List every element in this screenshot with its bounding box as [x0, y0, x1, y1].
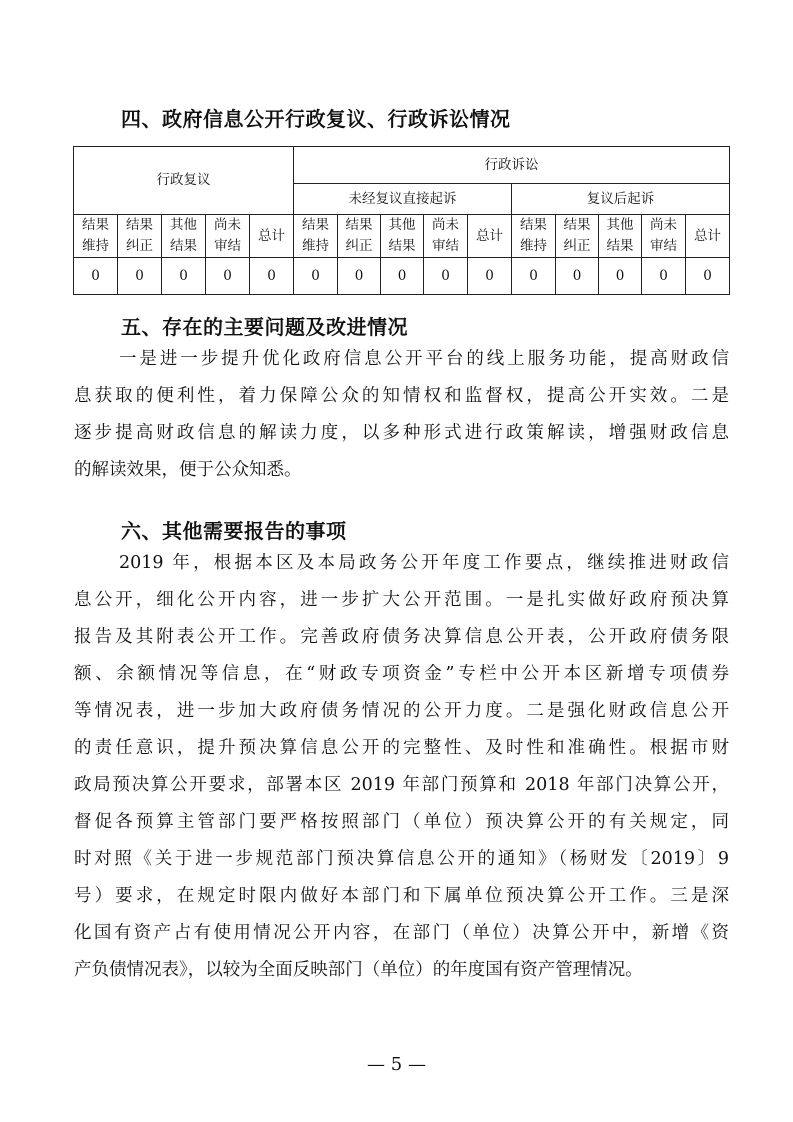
- table-value-cell: 0: [338, 258, 381, 295]
- review-litigation-table: [73, 146, 730, 295]
- paragraph-line: 产负债情况表》，以较为全面反映部门（单位）的年度国有资产管理情况。: [74, 960, 643, 980]
- table-value-cell: 0: [118, 258, 162, 295]
- table-value-cell: 0: [512, 258, 556, 295]
- table-value-cell: 0: [424, 258, 468, 295]
- column-header: 其他 结果: [162, 215, 206, 258]
- group-header-litigation: 行政诉讼: [294, 147, 730, 184]
- table-value-cell: 0: [468, 258, 512, 295]
- table-value-cell: 0: [556, 258, 599, 295]
- table-value-cell: 0: [599, 258, 642, 295]
- section-4-heading: 四、政府信息公开行政复议、行政诉讼情况: [121, 107, 511, 131]
- table-value-cell: 0: [206, 258, 250, 295]
- paragraph-line: 2019 年，根据本区及本局政务公开年度工作要点，继续推进财政信: [119, 553, 729, 573]
- section-5-heading: 五、存在的主要问题及改进情况: [121, 315, 408, 339]
- paragraph-line: 一是进一步提升优化政府信息公开平台的线上服务功能，提高财政信: [119, 349, 729, 369]
- column-header: 总计: [686, 215, 730, 258]
- paragraph-line: 化国有资产占有使用情况公开内容，在部门（单位）决算公开中，新增《资: [74, 923, 729, 943]
- column-header: 结果 维持: [512, 215, 556, 258]
- section-6-heading: 六、其他需要报告的事项: [121, 519, 347, 543]
- table-value-cell: 0: [642, 258, 686, 295]
- section-6-paragraph: [74, 545, 729, 989]
- paragraph-line: 息公开，细化公开内容，进一步扩大公开范围。一是扎实做好政府预决算: [74, 590, 729, 610]
- table-value-cell: 0: [381, 258, 424, 295]
- column-header: 其他 结果: [381, 215, 424, 258]
- paragraph-line: 的责任意识，提升预决算信息公开的完整性、及时性和准确性。根据市财: [74, 738, 729, 758]
- column-header: 其他 结果: [599, 215, 642, 258]
- paragraph-line: 的解读效果，便于公众知悉。: [74, 460, 302, 480]
- column-header: 尚未 审结: [424, 215, 468, 258]
- paragraph-line: 政局预决算公开要求，部署本区 2019 年部门预算和 2018 年部门决算公开，: [74, 775, 729, 795]
- paragraph-line: 息获取的便利性，着力保障公众的知情权和监督权，提高公开实效。二是: [74, 386, 729, 406]
- column-header: 结果 维持: [74, 215, 118, 258]
- column-header: 结果 维持: [294, 215, 338, 258]
- column-header: 尚未 审结: [642, 215, 686, 258]
- subheader-direct-suit: 未经复议直接起诉: [294, 184, 512, 215]
- column-header: 尚未 审结: [206, 215, 250, 258]
- table-value-cell: 0: [686, 258, 730, 295]
- subheader-suit-after-review: 复议后起诉: [512, 184, 730, 215]
- group-header-review: 行政复议: [74, 147, 294, 215]
- column-header: 结果 纠正: [338, 215, 381, 258]
- table-value-cell: 0: [294, 258, 338, 295]
- column-header: 结果 纠正: [118, 215, 162, 258]
- column-header: 总计: [250, 215, 294, 258]
- section-5-paragraph: [74, 341, 729, 489]
- table-value-cell: 0: [250, 258, 294, 295]
- paragraph-line: 逐步提高财政信息的解读力度，以多种形式进行政策解读，增强财政信息: [74, 423, 729, 443]
- paragraph-line: 督促各预算主管部门要严格按照部门（单位）预决算公开的有关规定，同: [74, 812, 729, 832]
- paragraph-line: 时对照《关于进一步规范部门预决算信息公开的通知》（杨财发〔2019〕9: [74, 849, 729, 869]
- paragraph-line: 号）要求，在规定时限内做好本部门和下属单位预决算公开工作。三是深: [74, 886, 729, 906]
- paragraph-line: 等情况表，进一步加大政府债务情况的公开力度。二是强化财政信息公开: [74, 701, 729, 721]
- paragraph-line: 额、余额情况等信息，在“财政专项资金”专栏中公开本区新增专项债券: [74, 664, 729, 684]
- table-value-cell: 0: [162, 258, 206, 295]
- table-value-cell: 0: [74, 258, 118, 295]
- column-header: 总计: [468, 215, 512, 258]
- column-header: 结果 纠正: [556, 215, 599, 258]
- paragraph-line: 报告及其附表公开工作。完善政府债务决算信息公开表，公开政府债务限: [74, 627, 729, 647]
- page-number: — 5 —: [367, 1054, 426, 1075]
